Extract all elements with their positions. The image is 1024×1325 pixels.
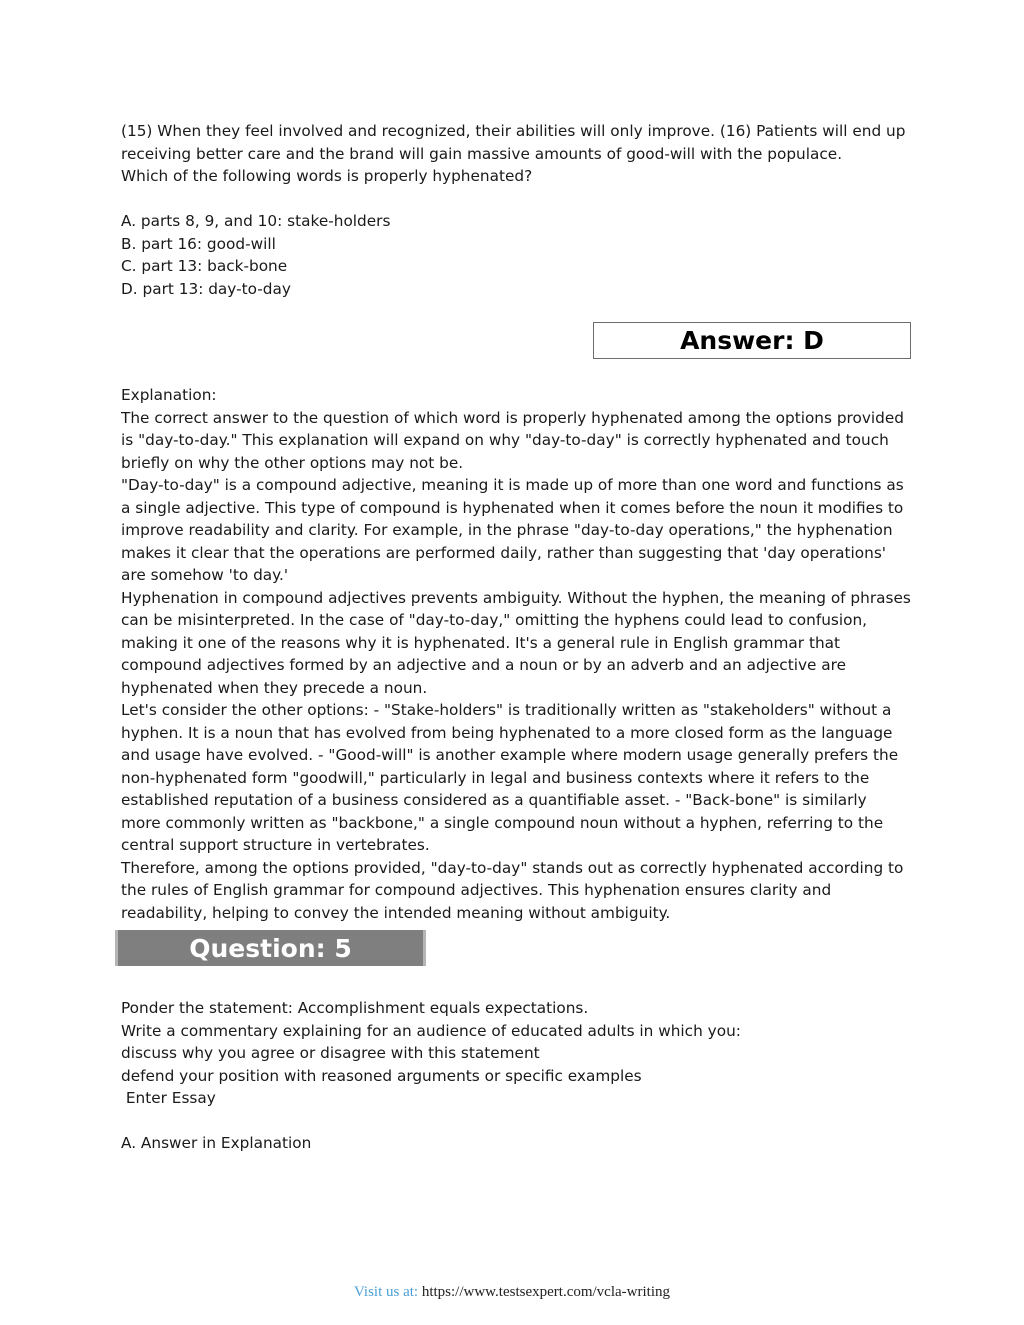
question-5-line: defend your position with reasoned arguments or specific examples xyxy=(121,1066,642,1085)
question-5-answer-text: A. Answer in Explanation xyxy=(121,1134,312,1152)
question-5-answer xyxy=(121,1132,911,1155)
question-intro-text: (15) When they feel involved and recognized, their abilities will only improve. (16) Patients will end up receiving better care and the brand will gain massive amounts of good-will with the populace. xyxy=(121,122,906,163)
question-5-body xyxy=(121,997,911,1110)
option-c: C. part 13: back-bone xyxy=(121,257,288,275)
explanation-paragraph: Hyphenation in compound adjectives prevents ambiguity. Without the hyphen, the meaning of phrases can be misinterpreted. In the case of "day-to-day," omitting the hyphens could lead to confusion, making it one of the reasons why it is hyphenated. It's a general rule in English grammar that compound adjectives formed by an adjective and a noun or by an adverb and an adjective are hyphenated when they precede a noun. xyxy=(121,588,911,697)
page-footer xyxy=(0,1284,1024,1301)
explanation-paragraph: The correct answer to the question of which word is properly hyphenated among the options provided is "day-to-day." This explanation will expand on why "day-to-day" is correctly hyphenated and touch briefly on why the other options may not be. xyxy=(121,408,904,472)
question-stem-text: Which of the following words is properly hyphenated? xyxy=(121,167,533,185)
question-intro xyxy=(121,120,911,165)
question-5-line: discuss why you agree or disagree with this statement xyxy=(121,1044,540,1062)
explanation-paragraph: "Day-to-day" is a compound adjective, meaning it is made up of more than one word and functions as a single adjective. This type of compound is hyphenated when it comes before the noun it modifies to improve readability and clarity. For example, in the phrase "day-to-day operations," the hyphenation makes it clear that the operations are performed daily, rather than suggesting that 'day operations' are somehow 'to day.' xyxy=(121,476,904,584)
explanation-heading: Explanation: xyxy=(121,386,217,404)
explanation xyxy=(121,384,911,924)
question-5-header xyxy=(115,930,426,966)
answer-label: Answer: D xyxy=(680,326,824,355)
question-5-line: Write a commentary explaining for an audience of educated adults in which you: xyxy=(121,1021,741,1040)
explanation-paragraph: Therefore, among the options provided, "day-to-day" stands out as correctly hyphenated according to the rules of English grammar for compound adjectives. This hyphenation ensures clarity and readability, helping to convey the intended meaning without ambiguity. xyxy=(121,858,904,922)
option-b: B. part 16: good-will xyxy=(121,234,276,253)
explanation-paragraph: Let's consider the other options: - "Stake-holders" is traditionally written as "stakeholders" without a hyphen. It is a noun that has evolved from being hyphenated to a more closed form as the language and usage have evolved. - "Good-will" is another example where modern usage generally prefers the non-hyphenated form "goodwill," particularly in legal and business contexts where it refers to the established reputation of a business considered as a quantifiable asset. - "Back-bone" is similarly more commonly written as "backbone," a single compound noun without a hyphen, referring to the central support structure in vertebrates. xyxy=(121,701,899,854)
question-stem xyxy=(121,165,911,188)
footer-label: Visit us at: xyxy=(353,1284,419,1300)
question-5-line: Enter Essay xyxy=(121,1089,216,1107)
option-d: D. part 13: day-to-day xyxy=(121,279,291,298)
option-a: A. parts 8, 9, and 10: stake-holders xyxy=(121,212,391,230)
answer-box xyxy=(593,322,911,359)
answer-options xyxy=(121,210,911,300)
question-5-line: Ponder the statement: Accomplishment equals expectations. xyxy=(121,999,589,1017)
question-5-label: Question: 5 xyxy=(189,933,352,963)
footer-url-link[interactable]: https://www.testsexpert.com/vcla-writing xyxy=(421,1284,670,1300)
